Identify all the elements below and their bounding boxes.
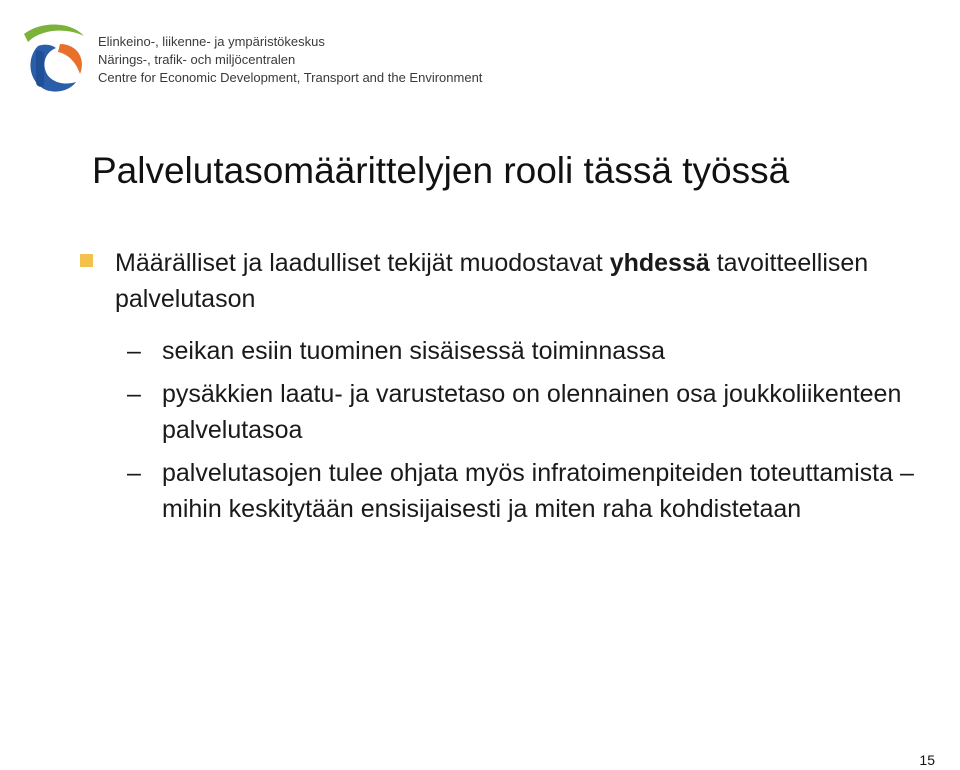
org-name-finnish: Elinkeino-, liikenne- ja ympäristökeskus <box>98 34 325 49</box>
dash-bullet-icon: – <box>127 380 141 408</box>
main-bullet <box>80 245 940 317</box>
main-bullet-emphasis: yhdessä <box>609 249 710 277</box>
dash-bullet-icon: – <box>127 459 141 487</box>
org-name-swedish: Närings-, trafik- och miljöcentralen <box>98 52 296 67</box>
sub-bullet-text: pysäkkien laatu- ja varustetaso on olennainen osa joukkoliikenteen palvelutasoa <box>162 380 902 444</box>
sub-bullet-item <box>127 333 957 369</box>
sub-bullet-text: seikan esiin tuominen sisäisessä toiminnassa <box>162 337 666 365</box>
ely-centre-logo-icon <box>20 20 90 95</box>
sub-bullet-list <box>127 333 957 534</box>
dash-bullet-icon: – <box>127 337 141 365</box>
page-number: 15 <box>919 752 935 768</box>
sub-bullet-item <box>127 376 957 448</box>
main-bullet-text <box>115 245 940 317</box>
sub-bullet-item <box>127 455 957 527</box>
org-name-english: Centre for Economic Development, Transport and the Environment <box>98 70 483 85</box>
square-bullet-icon <box>80 254 93 267</box>
main-bullet-text-start: Määrälliset ja laadulliset tekijät muodostavat <box>115 249 610 277</box>
sub-bullet-text: palvelutasojen tulee ohjata myös infratoimenpiteiden toteuttamista – mihin keskitytään ensisijaisesti ja miten raha kohdistetaan <box>162 459 914 523</box>
slide-title: Palvelutasomäärittelyjen rooli tässä työssä <box>92 150 790 191</box>
main-bullet-text-end: tavoitteellisen palvelutason <box>115 249 869 313</box>
organization-names <box>98 33 482 87</box>
